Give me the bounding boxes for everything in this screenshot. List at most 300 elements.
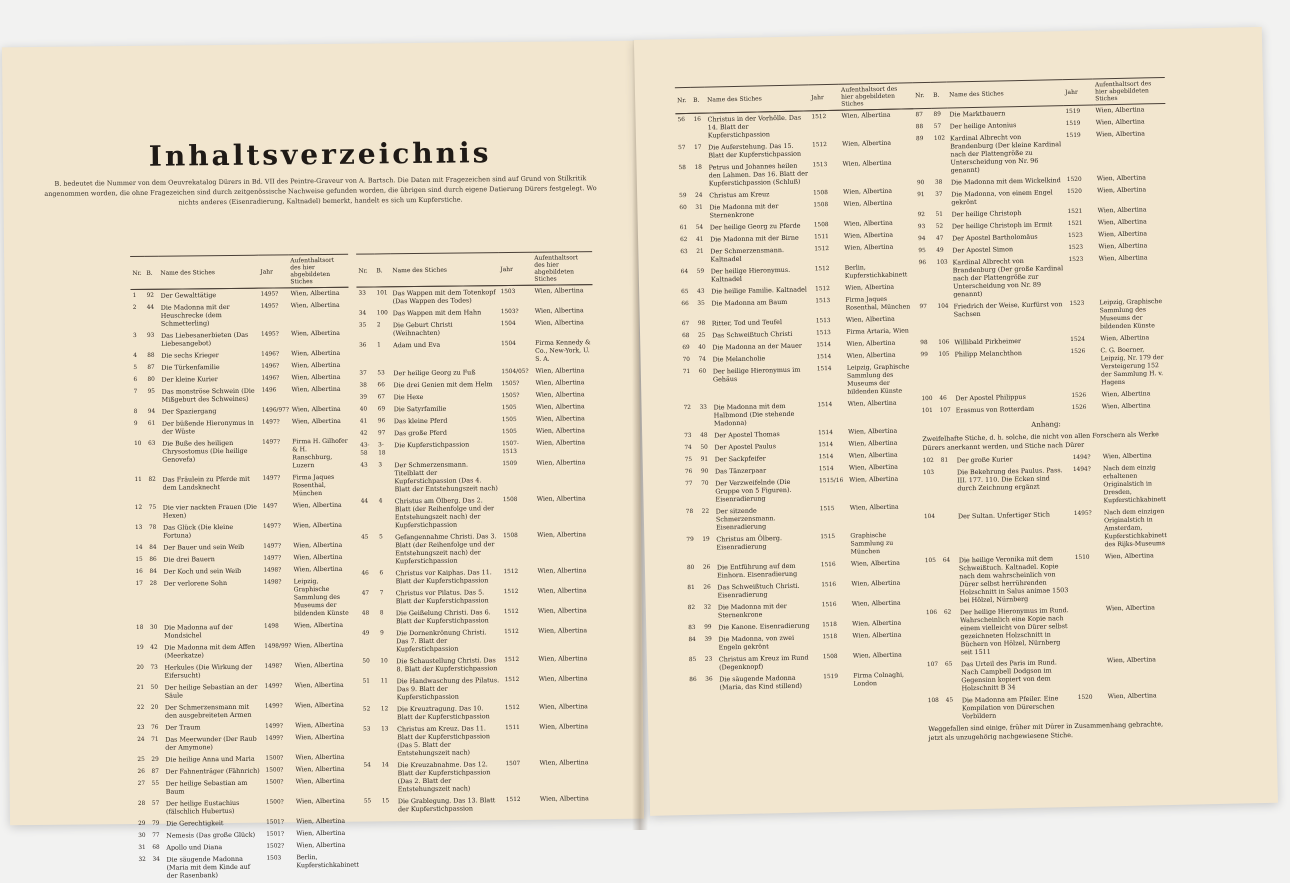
cell-nr: 7 bbox=[133, 388, 138, 395]
cell-nr: 72 bbox=[683, 404, 692, 412]
table-row bbox=[134, 640, 352, 662]
cell-year: 1512 bbox=[814, 266, 830, 273]
cell-b: 40 bbox=[698, 344, 706, 351]
cell-name: Die vier nackten Frauen (Die Hexen) bbox=[162, 502, 257, 520]
cell-year: 1498? bbox=[264, 663, 283, 670]
cell-b: 2 bbox=[376, 322, 381, 329]
cell-year: 1523 bbox=[1069, 300, 1085, 308]
table-row bbox=[361, 757, 597, 795]
cell-b: 66 bbox=[377, 382, 385, 389]
cell-year: 1514 bbox=[816, 366, 832, 373]
cell-b: 7 bbox=[379, 590, 384, 597]
cell-name: Die Madonna mit der Sternenkrone bbox=[709, 202, 779, 220]
cell-location: Wien, Albertina bbox=[291, 349, 341, 358]
cell-b: 61 bbox=[147, 420, 156, 427]
cell-name: Gefangennahme Christi. Das 3. Blatt (der Reihenfolge und der Entstehungszeit nach) der Kupferstichpassion bbox=[395, 532, 497, 566]
cell-name: Der Sultan. Unfertiger Stich bbox=[957, 510, 1051, 521]
cell-location: Nach dem einzigen Originalstich in Amsterdam, Kupferstichkabinett des Rijks-Museums bbox=[1103, 508, 1167, 549]
cell-b: 17 bbox=[694, 144, 702, 151]
cell-location: Wien, Albertina bbox=[845, 283, 895, 292]
table-body bbox=[913, 103, 1171, 417]
cell-name: Friedrich der Weise, Kurfürst von Sachsen bbox=[953, 300, 1063, 319]
cell-name: Die Grablegung. Das 13. Blatt der Kupferstichpassion bbox=[397, 796, 496, 814]
cell-b: 9 bbox=[380, 630, 384, 637]
header-nr: Nr. bbox=[130, 256, 144, 289]
cell-b: 20 bbox=[150, 704, 159, 711]
cell-year: 1501? bbox=[266, 819, 284, 826]
cell-b: 98 bbox=[697, 320, 706, 327]
cell-nr: 24 bbox=[137, 736, 145, 743]
cell-b: 92 bbox=[146, 292, 154, 299]
cell-location: Wien, Albertina bbox=[1096, 174, 1146, 183]
table-row bbox=[358, 437, 594, 459]
cell-nr: 20 bbox=[136, 664, 144, 671]
cell-b: 43 bbox=[697, 288, 705, 295]
table-body bbox=[130, 287, 360, 882]
cell-year: 1495? bbox=[1073, 510, 1092, 517]
cell-year: 1516 bbox=[821, 581, 837, 589]
cell-nr: 51 bbox=[362, 678, 371, 685]
cell-location: Wien, Albertina bbox=[849, 475, 899, 484]
cell-location: Wien, Albertina bbox=[293, 553, 343, 562]
cell-b: 22 bbox=[701, 508, 710, 515]
cell-name: Die Hexe bbox=[393, 392, 424, 402]
cell-year: 1519 bbox=[823, 673, 839, 681]
cell-location: Wien, Albertina bbox=[1098, 242, 1148, 251]
cell-location: Berlin, Kupferstichkabinett bbox=[296, 854, 360, 870]
cell-name: Der Gewalttätige bbox=[160, 291, 217, 300]
cell-name: Petrus und Johannes heilen den Lahmen. Das 16. Blatt der Kupferstichpassion (Schluß) bbox=[708, 161, 809, 188]
cell-name: Die Marktbauern bbox=[949, 109, 1006, 119]
cell-name: Apollo und Diana bbox=[166, 843, 223, 852]
header-name: Name des Stiches bbox=[705, 85, 810, 113]
cell-nr: 99 bbox=[920, 351, 928, 359]
cell-nr: 55 bbox=[363, 798, 372, 805]
cell-b: 50 bbox=[700, 444, 708, 451]
cell-nr: 54 bbox=[363, 762, 371, 769]
cell-year: 1521 bbox=[1067, 220, 1083, 228]
cell-name: Der Schmerzensmann mit den ausgebreiteten Armen bbox=[164, 702, 252, 720]
cell-nr: 40 bbox=[359, 406, 368, 413]
cell-location: Wien, Albertina bbox=[1101, 390, 1151, 399]
cell-b: 21 bbox=[696, 248, 704, 255]
cell-nr: 34 bbox=[358, 310, 367, 317]
cell-nr: 6 bbox=[133, 376, 138, 383]
cell-nr: 39 bbox=[359, 394, 368, 401]
table-row bbox=[924, 602, 1177, 659]
cell-nr: 48 bbox=[361, 610, 370, 617]
cell-nr: 104 bbox=[923, 513, 936, 521]
cell-b: 84 bbox=[149, 568, 157, 575]
cell-nr: 36 bbox=[359, 342, 367, 349]
cell-location: Wien, Albertina bbox=[538, 703, 588, 711]
header-name: Name des Stiches bbox=[947, 80, 1064, 108]
cell-nr: 88 bbox=[915, 124, 924, 131]
cell-nr: 38 bbox=[359, 382, 367, 389]
cell-year: 1521 bbox=[1067, 208, 1083, 216]
table-row bbox=[132, 472, 350, 502]
cell-year: 1497 bbox=[262, 503, 278, 510]
cell-year: 1512 bbox=[812, 142, 827, 149]
cell-name: Der Apostel Philippus bbox=[955, 392, 1026, 403]
cell-name: Das Schweißtuch Christi bbox=[711, 329, 793, 340]
cell-nr: 17 bbox=[135, 580, 143, 587]
cell-year: 1514 bbox=[818, 442, 834, 449]
cell-year: 1499? bbox=[264, 703, 283, 710]
cell-name: Die heilige Familie. Kaltnadel bbox=[711, 285, 808, 296]
cell-year: 1523 bbox=[1068, 232, 1083, 240]
cell-b: 48 bbox=[700, 432, 708, 439]
cell-location: Wien, Albertina bbox=[290, 301, 340, 310]
anhang-title: Anhang: bbox=[1031, 420, 1061, 429]
cell-nr: 13 bbox=[134, 524, 143, 531]
cell-name: Der Apostel Bartholomäus bbox=[952, 232, 1038, 243]
cell-name: Der Verzweifelnde (Die Gruppe von 5 Figuren). Eisenradierung bbox=[715, 477, 792, 504]
cell-nr: 18 bbox=[136, 624, 144, 631]
cell-b: 101 bbox=[376, 290, 388, 297]
cell-nr: 108 bbox=[927, 697, 939, 705]
cell-name: Der Schmerzensmann. Titelblatt der Kupferstichpassion (Das 4. Blatt der Entstehungszeit nach) bbox=[394, 460, 498, 494]
cell-location: Wien, Albertina bbox=[295, 765, 345, 774]
cell-year: 1499? bbox=[265, 723, 283, 730]
header-b: B. bbox=[691, 87, 706, 113]
cell-year: 1511 bbox=[813, 234, 829, 241]
cell-b: 37 bbox=[935, 191, 943, 198]
cell-year: 1507-1513 bbox=[502, 440, 519, 456]
cell-location: Wien, Albertina bbox=[850, 559, 900, 568]
cell-year: 1500? bbox=[265, 799, 284, 806]
cell-year: 1512 bbox=[505, 796, 521, 804]
cell-location: Wien, Albertina bbox=[844, 243, 894, 252]
cell-year: 1500? bbox=[265, 767, 284, 774]
cell-year: 1497? bbox=[262, 439, 281, 446]
cell-year bbox=[1075, 655, 1106, 692]
cell-name: Das kleine Pferd bbox=[393, 416, 448, 426]
cell-year: 1498 bbox=[263, 623, 279, 630]
table-row bbox=[918, 344, 1171, 393]
cell-b: 52 bbox=[935, 223, 944, 230]
cell-b: 26 bbox=[702, 564, 711, 571]
cell-year: 1523 bbox=[1068, 244, 1084, 252]
table-row bbox=[357, 337, 593, 367]
cell-location: Wien, Albertina bbox=[296, 829, 346, 838]
cell-name: Die Geburt Christi (Weihnachten) bbox=[392, 320, 453, 338]
cell-location: Wien, Albertina bbox=[849, 503, 899, 512]
cell-nr: 75 bbox=[684, 456, 693, 464]
cell-nr: 100 bbox=[921, 395, 933, 403]
cell-name: Die Madonna am Baum bbox=[711, 297, 788, 308]
cell-year: 1515 bbox=[820, 533, 836, 541]
cell-nr: 27 bbox=[137, 780, 146, 787]
cell-b: 42 bbox=[150, 644, 158, 651]
cell-year: 1523 bbox=[1068, 256, 1084, 264]
cell-name: Der Schmerzensmann. Kaltnadel bbox=[710, 245, 785, 264]
cell-name: Die Kanone. Eisenradierung bbox=[718, 621, 810, 632]
cell-b: 16 bbox=[693, 116, 702, 123]
cell-name: Die Madonna mit der Birne bbox=[709, 233, 799, 244]
cell-nr: 87 bbox=[915, 112, 923, 119]
cell-b: 28 bbox=[149, 580, 157, 587]
cell-location: Graphische Sammlung zu München bbox=[850, 531, 894, 556]
cell-name: Die Madonna mit dem Affen (Meerkatze) bbox=[164, 642, 256, 660]
cell-location: Wien, Albertina bbox=[293, 541, 343, 550]
cell-name: Der heilige Antonius bbox=[949, 121, 1017, 131]
cell-name: Der heilige Georg zu Pferde bbox=[709, 221, 801, 232]
cell-location: Wien, Albertina bbox=[539, 795, 589, 803]
cell-b: 29 bbox=[151, 756, 159, 763]
cell-location: Wien, Albertina bbox=[848, 451, 898, 460]
table-row bbox=[922, 506, 1175, 555]
cell-nr: 9 bbox=[133, 420, 138, 427]
cell-name: Christus am Kreuz. Das 11. Blatt der Kupferstichpassion (Das 5. Blatt der Entstehungszeit nach) bbox=[397, 724, 491, 758]
cell-nr: 68 bbox=[682, 332, 690, 340]
cell-name: Die Türkenfamilie bbox=[161, 363, 220, 372]
cell-name: Der heilige Georg zu Fuß bbox=[393, 368, 476, 378]
table-row bbox=[134, 660, 352, 682]
cell-b: 51 bbox=[935, 211, 944, 218]
cell-name: Das Fräulein zu Pferde mit dem Landsknecht bbox=[162, 474, 250, 492]
cell-b: 38 bbox=[934, 179, 943, 186]
cell-year: 1508 bbox=[813, 202, 829, 209]
cell-b: 57 bbox=[151, 800, 160, 807]
cell-name: Die Gerechtigkeit bbox=[166, 819, 224, 828]
table-row bbox=[916, 252, 1169, 301]
cell-name: Die Madonna mit der Heuschrecke (dem Schmetterling) bbox=[160, 302, 230, 328]
cell-b: 91 bbox=[700, 456, 709, 463]
cell-b: 68 bbox=[152, 844, 160, 851]
cell-year: 1515 bbox=[819, 505, 835, 513]
cell-b: 69 bbox=[377, 406, 386, 413]
cell-b: 103 bbox=[936, 259, 948, 266]
cell-nr: 22 bbox=[136, 704, 145, 711]
cell-year: 1512 bbox=[504, 676, 520, 684]
table-row bbox=[131, 384, 349, 406]
table-row bbox=[132, 436, 350, 474]
cell-nr: 25 bbox=[137, 756, 145, 763]
cell-name: Die Madonna mit dem Wickelkind bbox=[950, 176, 1061, 187]
cell-b: 107 bbox=[939, 407, 951, 414]
cell-location: Leipzig, Graphische Sammlung des Museums der bildenden Künste bbox=[293, 578, 349, 618]
cell-nr: 33 bbox=[358, 290, 366, 297]
cell-year: 1514 bbox=[816, 354, 832, 361]
cell-nr: 59 bbox=[679, 193, 687, 200]
cell-name: Der büßende Hieronymus in der Wüste bbox=[161, 418, 254, 436]
contents-table-right-col1 bbox=[675, 82, 926, 694]
cell-year: 1505 bbox=[501, 428, 517, 436]
cell-name: Die drei Genien mit dem Helm bbox=[393, 380, 493, 390]
cell-b: 4 bbox=[378, 498, 383, 505]
cell-location: Berlin, Kupferstichkabinett bbox=[844, 264, 908, 280]
cell-name: Das Urteil des Paris im Rund. Nach Campbell Dodgson im Gegensinn kopiert von dem Holzschnitt B 34 bbox=[960, 658, 1057, 693]
cell-nr: 94 bbox=[918, 236, 926, 243]
cell-location: Wien, Albertina bbox=[539, 759, 589, 767]
cell-location: Wien, Albertina bbox=[535, 427, 586, 435]
cell-year: 1494? bbox=[1072, 454, 1091, 461]
cell-year: 1512 bbox=[503, 568, 519, 576]
cell-nr: 2 bbox=[132, 304, 137, 311]
cell-location: Wien, Albertina bbox=[293, 565, 343, 574]
cell-nr: 95 bbox=[918, 248, 926, 255]
cell-year: 1526 bbox=[1071, 392, 1087, 399]
cell-nr: 8 bbox=[133, 408, 138, 415]
cell-nr: 103 bbox=[922, 469, 935, 477]
cell-b: 32 bbox=[703, 604, 712, 611]
cell-nr: 29 bbox=[138, 820, 146, 827]
table-row bbox=[134, 620, 352, 642]
contents-table-left-col2 bbox=[356, 251, 598, 815]
table-row bbox=[923, 550, 1176, 607]
cell-location: Wien, Albertina bbox=[847, 399, 897, 408]
cell-b: 41 bbox=[696, 236, 704, 243]
table-row bbox=[356, 285, 592, 308]
contents-table-left-col1 bbox=[130, 254, 360, 882]
cell-nr: 96 bbox=[918, 260, 927, 267]
cell-location: Wien, Albertina bbox=[1095, 106, 1145, 115]
cell-b: 23 bbox=[704, 656, 713, 663]
cell-location: Firma Kennedy & Co., New-York, U. S. A. bbox=[535, 339, 591, 363]
cell-location: Wien, Albertina bbox=[851, 599, 901, 608]
cell-b: 87 bbox=[151, 768, 159, 775]
cell-year: 1512 bbox=[503, 588, 519, 596]
header-jahr: Jahr bbox=[809, 84, 840, 111]
cell-name: Das Tänzerpaar bbox=[714, 466, 767, 476]
cell-nr: 3 bbox=[132, 332, 137, 339]
cell-nr: 91 bbox=[917, 192, 925, 199]
cell-year: 1497? bbox=[262, 475, 281, 482]
cell-b: 34 bbox=[152, 856, 160, 863]
cell-year: 1498? bbox=[263, 567, 282, 574]
cell-b: 55 bbox=[151, 780, 160, 787]
cell-location: Firma Jaques Rosenthal, München bbox=[292, 473, 335, 498]
cell-nr: 86 bbox=[689, 676, 697, 684]
cell-b: 24 bbox=[695, 192, 703, 199]
cell-nr: 66 bbox=[681, 300, 689, 308]
cell-nr: 50 bbox=[362, 658, 370, 665]
cell-year: 1510 bbox=[1074, 554, 1090, 561]
cell-location: Wien, Albertina bbox=[848, 463, 898, 472]
cell-year: 1520 bbox=[1066, 176, 1082, 184]
table-header-row bbox=[356, 252, 592, 287]
table-body bbox=[675, 109, 925, 694]
cell-name: Christus am Kreuz bbox=[709, 190, 770, 200]
cell-b: 31 bbox=[695, 204, 703, 211]
cell-nr: 102 bbox=[922, 457, 934, 465]
cell-year: 1503 bbox=[500, 288, 516, 296]
cell-year: 1496/97? bbox=[261, 407, 289, 414]
cell-year: 1526 bbox=[1070, 348, 1086, 356]
cell-year: 1496? bbox=[261, 351, 280, 358]
cell-location: Wien, Albertina bbox=[843, 231, 894, 240]
cell-year: 1519 bbox=[1065, 108, 1081, 116]
cell-location: Wien, Albertina bbox=[535, 379, 585, 387]
cell-year: 1496? bbox=[261, 363, 280, 370]
cell-name: Das monströse Schwein (Die Mißgeburt des Schweines) bbox=[161, 386, 255, 404]
cell-b: 79 bbox=[152, 820, 160, 827]
cell-b: 47 bbox=[936, 235, 944, 242]
cell-name: Der heilige Eustachius (fälschlich Hubertus) bbox=[165, 798, 240, 816]
cell-b: 105 bbox=[938, 351, 950, 358]
cell-b: 67 bbox=[377, 394, 386, 401]
cell-b: 15 bbox=[381, 798, 390, 805]
cell-name: Die Madonna mit der Sternenkrone bbox=[717, 602, 787, 620]
table-row bbox=[361, 701, 597, 723]
cell-nr: 1 bbox=[132, 292, 137, 299]
cell-nr: 63 bbox=[680, 249, 688, 256]
table-row bbox=[131, 300, 349, 330]
cell-b: 73 bbox=[150, 664, 158, 671]
cell-b: 54 bbox=[695, 224, 704, 231]
cell-location: Wien, Albertina bbox=[1101, 402, 1151, 411]
cell-name: Christus vor Kaiphas. Das 11. Blatt der Kupferstichpassion bbox=[395, 568, 492, 586]
cell-name: Der Apostel Paulus bbox=[714, 442, 777, 452]
cell-nr: 58 bbox=[678, 165, 687, 172]
cell-name: Christus am Kreuz im Rund (Degenknopf) bbox=[718, 653, 809, 672]
cell-year: 1513 bbox=[815, 330, 831, 337]
cell-location: Wien, Albertina bbox=[290, 289, 340, 298]
cell-year: 1503? bbox=[500, 308, 519, 316]
cell-name: Das Liebesanerbieten (Das Liebesangebot) bbox=[160, 330, 249, 348]
cell-name: Der heilige Hieronymus. Kaltnadel bbox=[710, 265, 791, 284]
cell-location: Wien, Albertina bbox=[852, 619, 902, 628]
cell-b: 74 bbox=[698, 356, 707, 363]
cell-location: Wien, Albertina bbox=[1095, 118, 1145, 127]
cell-year: 1505? bbox=[501, 392, 520, 400]
cell-location: Wien, Albertina bbox=[535, 391, 585, 399]
cell-year: 1494? bbox=[1072, 466, 1091, 473]
cell-location: Wien, Albertina bbox=[294, 701, 344, 710]
anhang-section bbox=[920, 412, 1173, 455]
cell-name: Der sitzende Schmerzensmann. Eisenradierung bbox=[715, 506, 776, 532]
cell-name: Die Handwaschung des Pilatus. Das 9. Blatt der Kupferstichpassion bbox=[396, 676, 500, 702]
cell-location: Wien, Albertina bbox=[1106, 656, 1157, 665]
cell-name: Das große Pferd bbox=[393, 428, 447, 438]
cell-year: 1500? bbox=[265, 755, 284, 762]
cell-location: Wien, Albertina bbox=[1102, 452, 1152, 461]
cell-b: 60 bbox=[698, 368, 707, 375]
cell-b: 104 bbox=[937, 303, 949, 310]
cell-year: 1502? bbox=[266, 843, 285, 850]
cell-b: 106 bbox=[938, 339, 950, 346]
cell-b bbox=[939, 466, 956, 510]
cell-name: Der Koch und sein Weib bbox=[163, 566, 242, 576]
cell-nr: 44 bbox=[360, 498, 369, 505]
cell-location: Wien, Albertina bbox=[843, 219, 893, 228]
cell-location: Wien, Albertina bbox=[534, 287, 584, 295]
cell-b: 1 bbox=[377, 342, 381, 349]
cell-name: Die Geißelung Christi. Das 6. Blatt der Kupferstichpassion bbox=[395, 608, 491, 626]
cell-name: Der heilige Christoph im Ermit bbox=[951, 220, 1053, 231]
cell-year: 1512 bbox=[815, 286, 830, 293]
cell-location: Wien, Albertina bbox=[1097, 206, 1147, 215]
cell-b: 81 bbox=[940, 457, 949, 464]
cell-year: 1498? bbox=[263, 579, 282, 586]
cell-b: 57 bbox=[933, 123, 942, 130]
cell-name: Der heilige Hieronymus im Gehäus bbox=[712, 365, 801, 384]
cell-b: 5 bbox=[379, 534, 383, 541]
cell-b: 80 bbox=[147, 376, 155, 383]
cell-name: Die Kreuzabnahme. Das 12. Blatt der Kupferstichpassion (Das 2. Blatt der Entstehungszeit nach) bbox=[397, 760, 491, 794]
cell-b: 102 bbox=[933, 135, 946, 142]
cell-location: Wien, Albertina bbox=[292, 501, 342, 510]
cell-location: Wien, Albertina bbox=[295, 797, 345, 806]
cell-year: 1515/16 bbox=[819, 477, 844, 485]
cell-nr: 105 bbox=[924, 557, 936, 565]
cell-year: 1505? bbox=[501, 380, 520, 388]
cell-nr: 101 bbox=[921, 407, 933, 415]
cell-nr: 52 bbox=[362, 706, 371, 713]
cell-nr: 82 bbox=[687, 604, 696, 612]
cell-year: 1505 bbox=[501, 404, 517, 412]
